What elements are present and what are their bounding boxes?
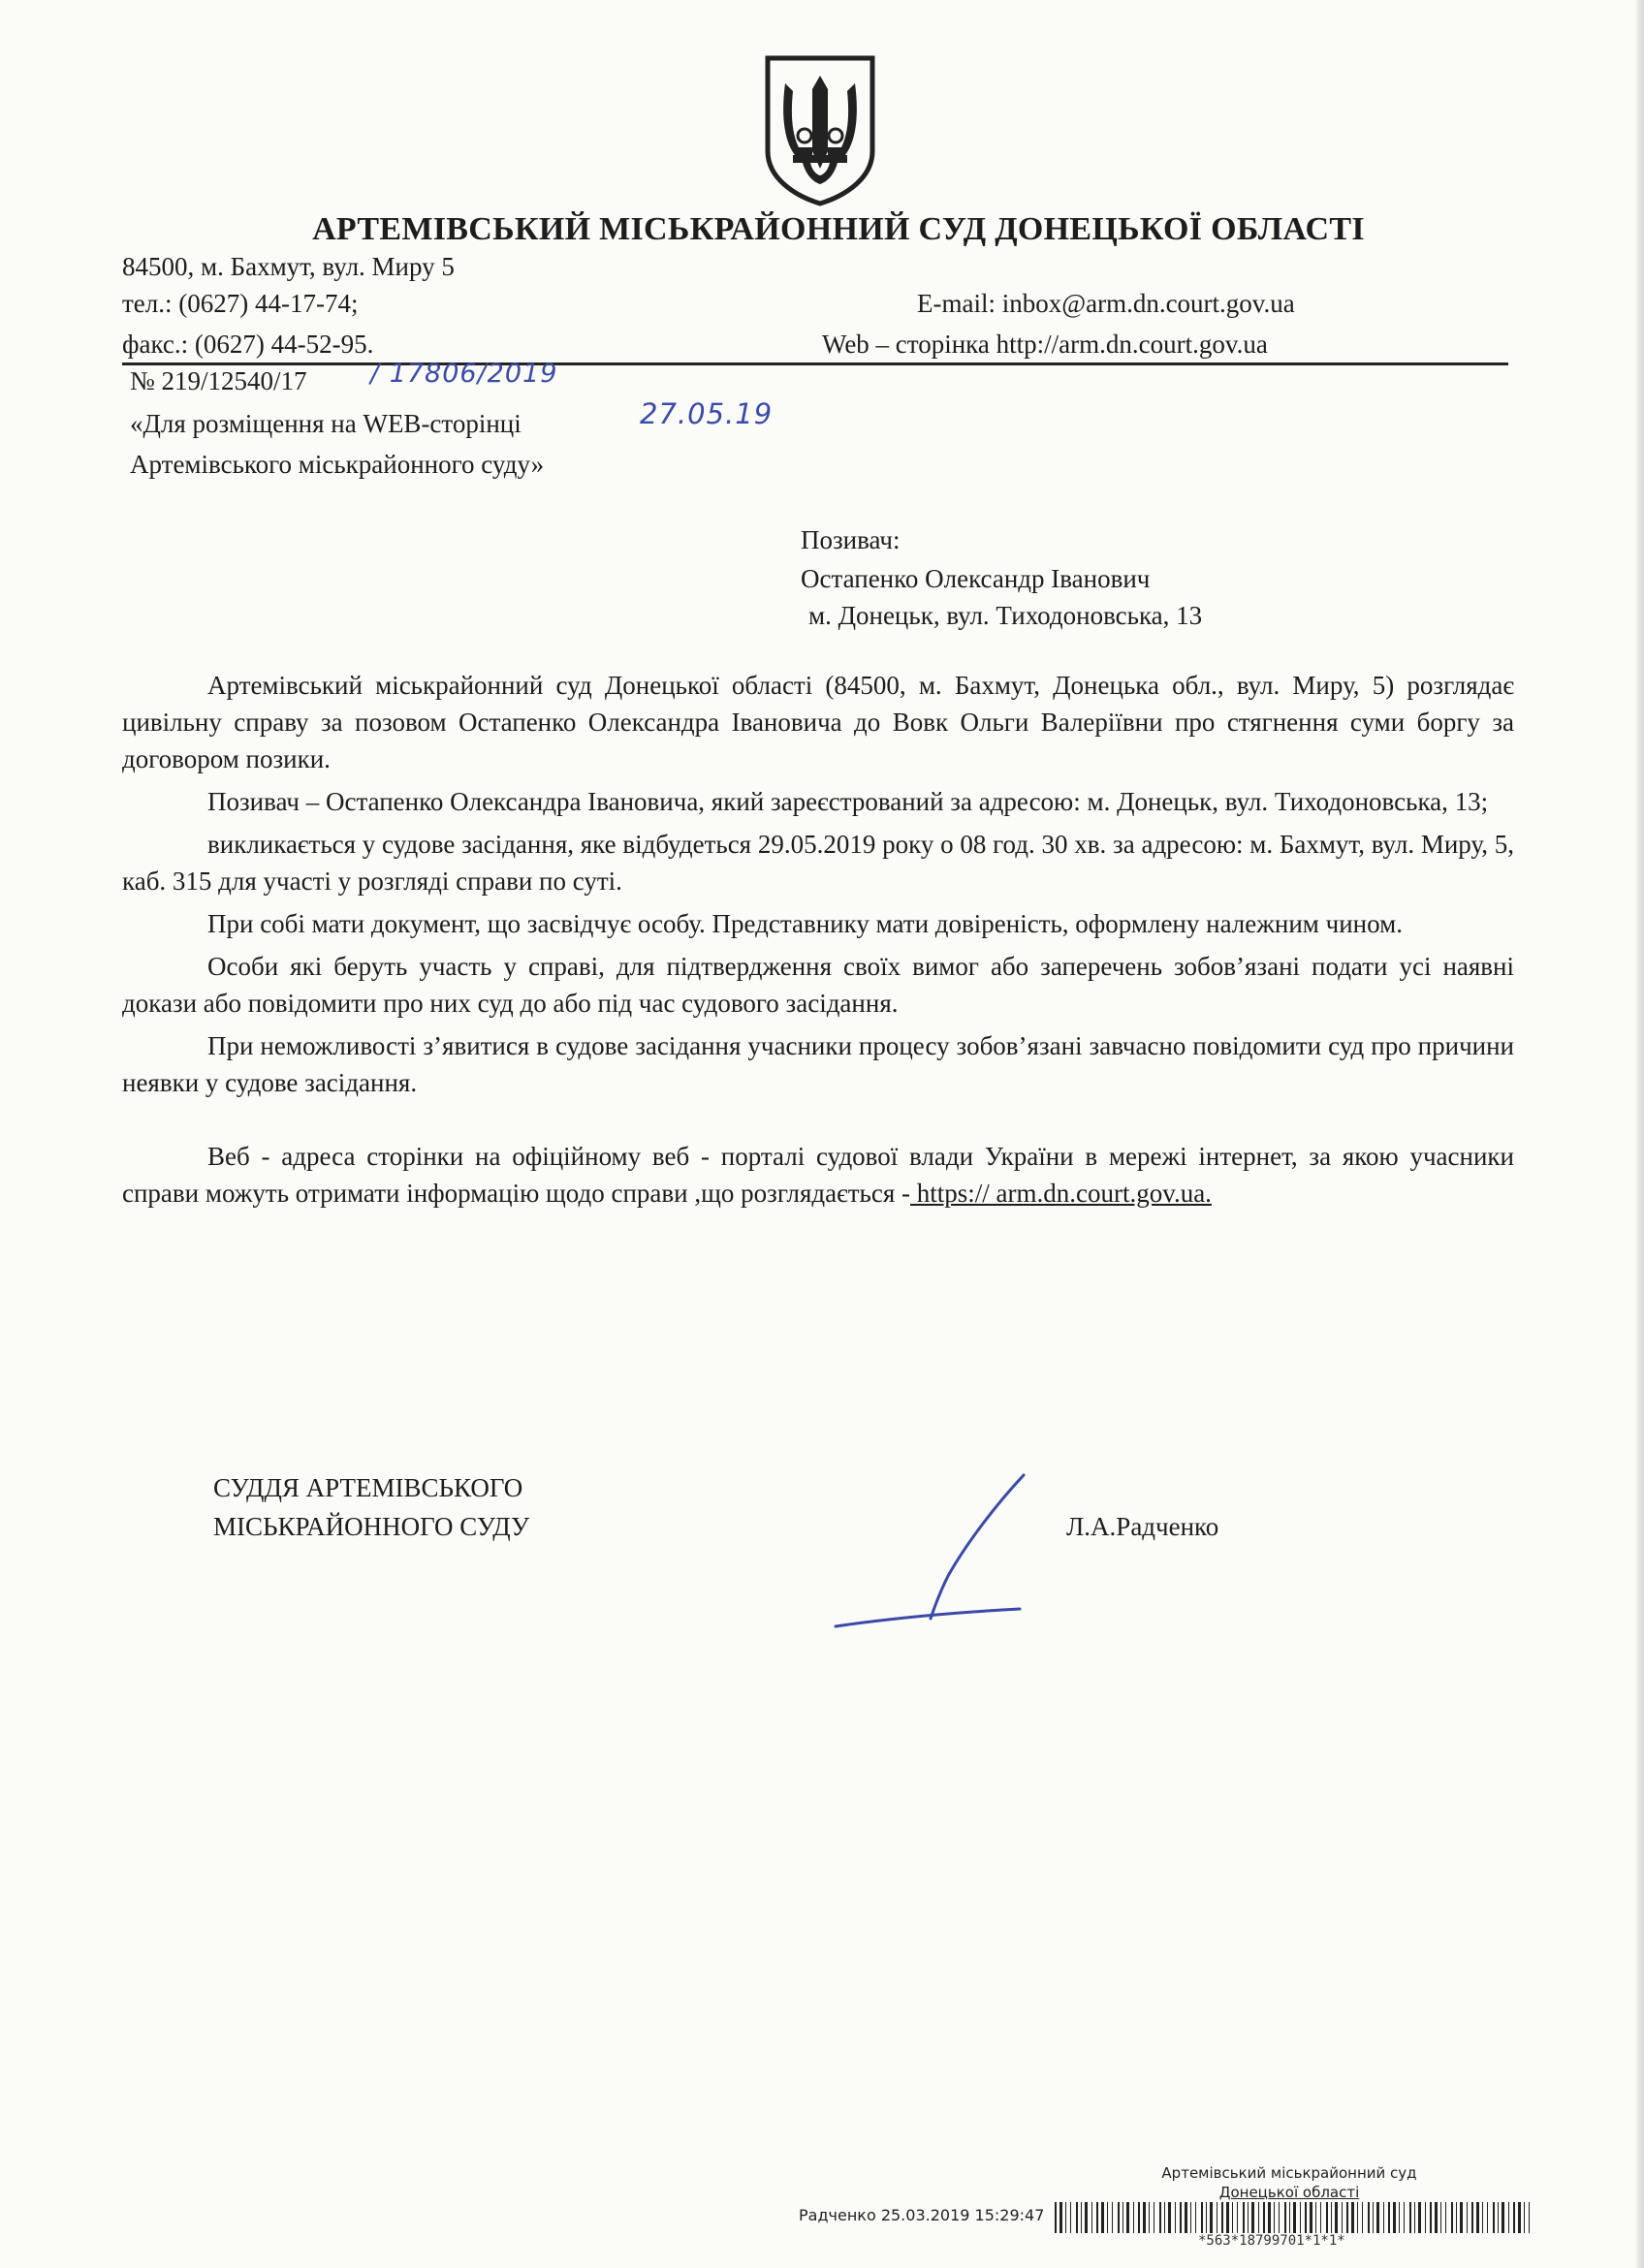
court-email: E-mail: inbox@arm.dn.court.gov.ua: [917, 289, 1295, 318]
paragraph-web-address: Веб - адреса сторінки на офіційному веб - порталі судової влади України в мережі інтернет, за якою учасники справи можуть отримати інформацію щодо справи ,що розглядається - https:// arm.dn.court.gov.ua.: [122, 1142, 1514, 1208]
addressee-name: Остапенко Олександр Іванович: [801, 564, 1151, 593]
handwritten-number: / 17806/2019: [370, 359, 558, 389]
footer-court-stamp: Артемівський міськрайонний суд Донецької області: [1161, 2164, 1417, 2201]
signature-title-line2: МІСЬКРАЙОННОГО СУДУ: [213, 1512, 530, 1541]
case-number: № 219/12540/17: [130, 366, 307, 395]
handwritten-signature: [830, 1467, 1033, 1632]
court-phone: тел.: (0627) 44-17-74;: [122, 289, 359, 318]
paragraph-absence: При неможливості з’явитися в судове засідання учасники процесу зобов’язані завчасно повідомити суд про причини неявки у судове засідання.: [122, 1031, 1514, 1097]
publish-note-line1: «Для розміщення на WEB-сторінці: [130, 409, 522, 438]
paragraph-evidence: Особи які беруть участь у справі, для підтвердження своїх вимог або заперечень зобов’язані подати усі наявні докази або повідомити про них суд до або під час судового засідання.: [122, 952, 1514, 1018]
signature-title-line1: СУДДЯ АРТЕМІВСЬКОГО: [213, 1473, 523, 1502]
paragraph-plaintiff: Позивач – Остапенко Олександра Івановича, який зареєстрований за адресою: м. Донецьк, вул. Тиходоновська, 13;: [207, 787, 1489, 816]
court-fax: факс.: (0627) 44-52-95.: [122, 330, 374, 359]
header-divider: [122, 362, 1508, 365]
addressee-role: Позивач:: [801, 525, 901, 554]
publish-note-line2: Артемівського міськрайонного суду»: [130, 450, 545, 479]
court-address: 84500, м. Бахмут, вул. Миру 5: [122, 252, 455, 281]
addressee-address: м. Донецьк, вул. Тиходоновська, 13: [808, 601, 1203, 630]
barcode-icon: [1055, 2202, 1535, 2233]
court-web: Web – сторінка http://arm.dn.court.gov.ua: [822, 330, 1268, 359]
paragraph-case: Артемівський міськрайонний суд Донецької області (84500, м. Бахмут, Донецька обл., вул. Миру, 5) розглядає цивільну справу за позовом Остапенко Олександра Івановича до Вовк Ольги Валеріївни про стягнення суми боргу за договором позики.: [122, 671, 1514, 773]
court-website-link[interactable]: https:// arm.dn.court.gov.ua.: [909, 1179, 1212, 1208]
paragraph-summons: викликається у судове засідання, яке відбудеться 29.05.2019 року о 08 год. 30 хв. за адресою: м. Бахмут, вул. Миру, 5, каб. 315 для участі у розгляді справи по суті.: [122, 830, 1514, 896]
judge-name: Л.А.Радченко: [1066, 1512, 1219, 1541]
letter-body: [122, 667, 1514, 1212]
scan-edge: [1636, 0, 1644, 2268]
handwritten-date: 27.05.19: [640, 397, 774, 430]
court-title: АРТЕМІВСЬКИЙ МІСЬКРАЙОННИЙ СУД ДОНЕЦЬКОЇ ОБЛАСТІ: [312, 211, 1365, 247]
trident-emblem-icon: [764, 54, 876, 207]
paragraph-documents: При собі мати документ, що засвідчує особу. Представнику мати довіреність, оформлену належним чином.: [207, 909, 1403, 938]
footer-timestamp: Радченко 25.03.2019 15:29:47: [799, 2206, 1045, 2224]
barcode-number: *563*18799701*1*1*: [1198, 2233, 1345, 2249]
